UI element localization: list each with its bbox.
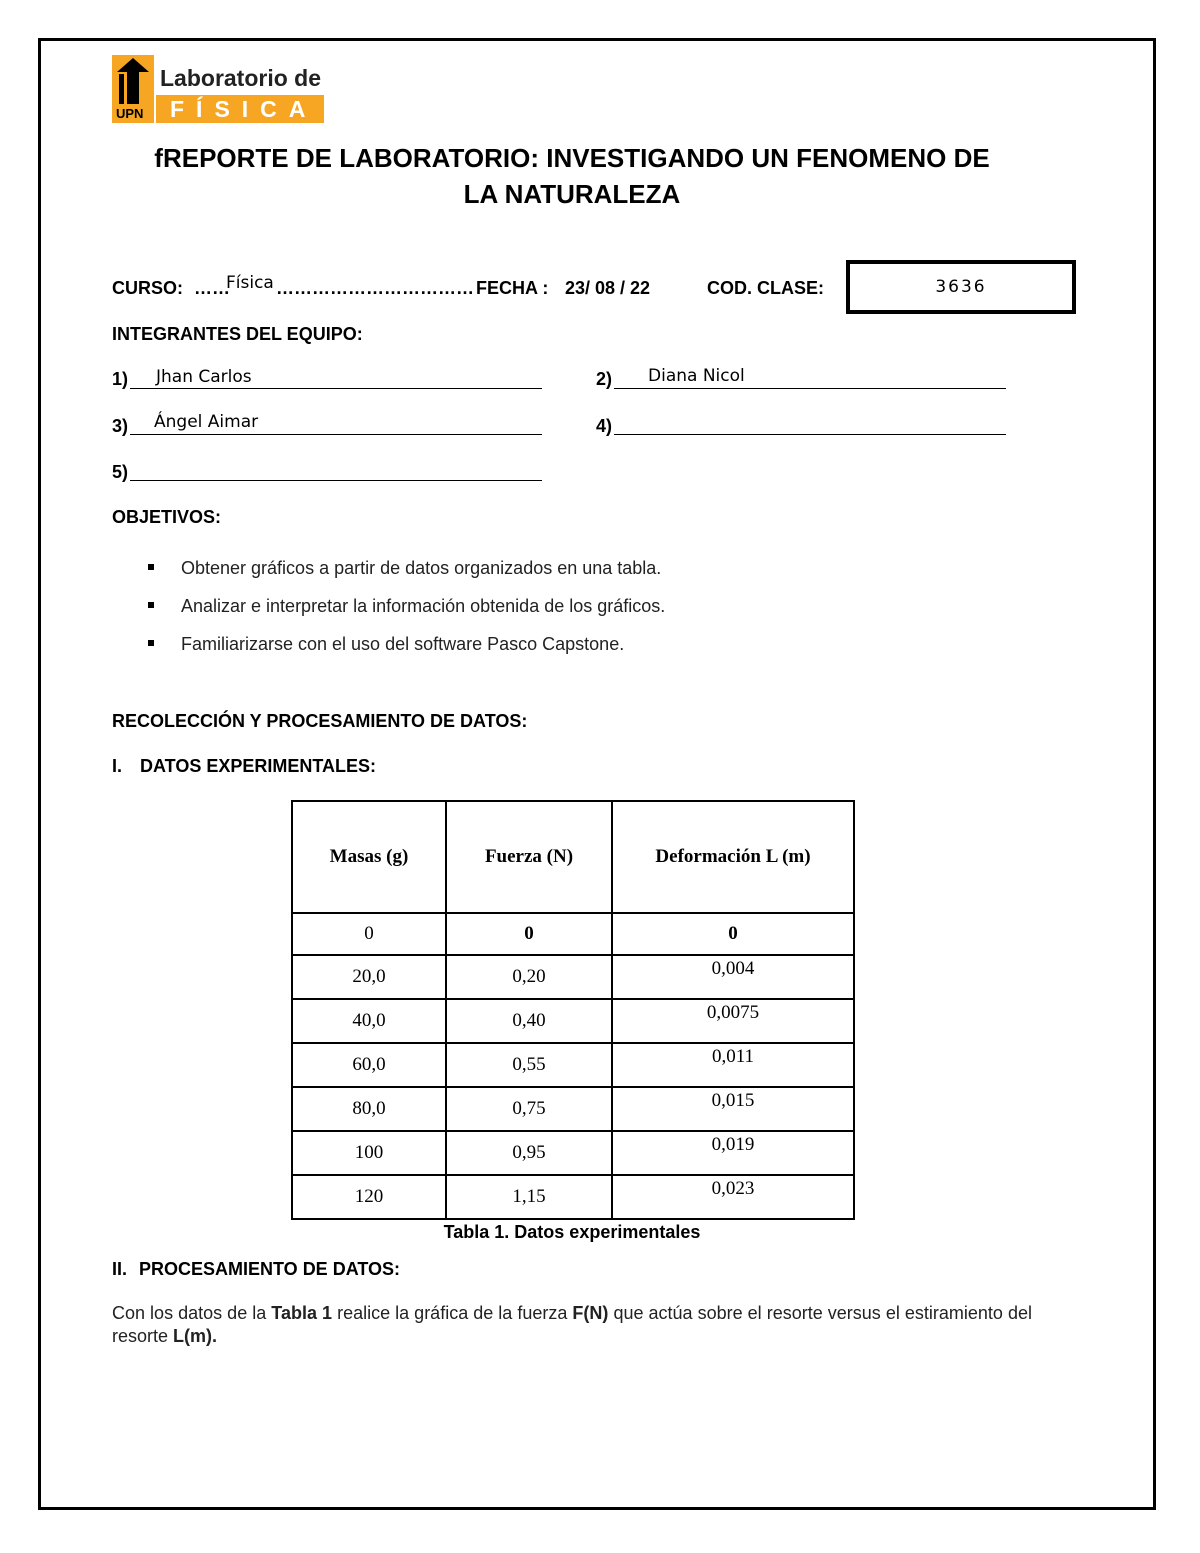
logo-line2: FÍSICA	[170, 96, 318, 122]
cell-deformacion: 0,015	[612, 1087, 854, 1131]
table-header-row	[292, 801, 854, 913]
fecha-value[interactable]: 23/ 08 / 22	[565, 278, 651, 298]
member-3-name[interactable]: Ángel Aimar	[154, 412, 259, 432]
cell-deformacion: 0,023	[612, 1175, 854, 1219]
team-heading: INTEGRANTES DEL EQUIPO:	[112, 324, 363, 344]
table-row	[292, 1043, 854, 1087]
member-2-number: 2)	[596, 369, 613, 389]
para-bold-tabla: Tabla 1	[271, 1303, 333, 1323]
cell-fuerza: 0,75	[446, 1087, 612, 1131]
cell-fuerza: 0,95	[446, 1131, 612, 1175]
upn-lab-logo	[112, 55, 324, 125]
cod-clase-value: 3636	[935, 277, 987, 297]
para-text-1: Con los datos de la	[112, 1303, 272, 1323]
bullet-square-icon	[148, 640, 154, 646]
header-masas: Masas (g)	[292, 801, 446, 913]
cell-fuerza: 0,55	[446, 1043, 612, 1087]
member-5-line	[130, 480, 542, 481]
cell-fuerza: 1,15	[446, 1175, 612, 1219]
cod-clase-label: COD. CLASE:	[707, 278, 824, 298]
logo-line1: Laboratorio de	[160, 65, 322, 91]
curso-dots-b: ……………………………	[276, 278, 474, 298]
cell-fuerza: 0,20	[446, 955, 612, 999]
fecha-label: FECHA :	[476, 278, 549, 298]
table-row	[292, 999, 854, 1043]
member-2-name[interactable]: Diana Nicol	[648, 366, 745, 386]
cell-masa: 80,0	[292, 1087, 446, 1131]
para-bold-fuerza: F(N)	[572, 1303, 609, 1323]
header-fuerza: Fuerza (N)	[446, 801, 612, 913]
bullet-square-icon	[148, 564, 154, 570]
cell-masa: 40,0	[292, 999, 446, 1043]
section-i-number: I.	[112, 756, 123, 776]
objective-text: Familiarizarse con el uso del software Pasco Capstone.	[181, 634, 625, 654]
data-table	[291, 800, 855, 1220]
curso-dots-a: ……	[194, 278, 230, 298]
cell-fuerza: 0,40	[446, 999, 612, 1043]
cell-deformacion: 0,011	[612, 1043, 854, 1087]
objective-text: Obtener gráficos a partir de datos organizados en una tabla.	[181, 558, 662, 578]
table-row	[292, 913, 854, 955]
table-row	[292, 955, 854, 999]
cell-masa: 20,0	[292, 955, 446, 999]
cell-masa: 120	[292, 1175, 446, 1219]
cell-masa: 0	[292, 913, 446, 955]
table-row	[292, 1175, 854, 1219]
curso-label: CURSO:	[112, 278, 183, 298]
header-deformacion: Deformación L (m)	[612, 801, 854, 913]
upn-arrow-icon	[112, 55, 154, 123]
member-5-number: 5)	[112, 462, 129, 482]
table-row	[292, 1087, 854, 1131]
title-line2: LA NATURALEZA	[463, 179, 681, 209]
cell-masa: 60,0	[292, 1043, 446, 1087]
para-text-2: realice la gráfica de la fuerza	[332, 1303, 573, 1323]
report-title	[112, 140, 1032, 212]
cell-deformacion: 0,0075	[612, 999, 854, 1043]
member-2-line	[614, 388, 1006, 389]
procesamiento-heading: PROCESAMIENTO DE DATOS:	[139, 1259, 401, 1279]
objectives-heading: OBJETIVOS:	[112, 507, 222, 527]
logo-badge: UPN	[116, 106, 144, 121]
para-bold-estiramiento: L(m).	[173, 1326, 218, 1346]
table-row	[292, 1131, 854, 1175]
cell-deformacion: 0,019	[612, 1131, 854, 1175]
instruction-paragraph	[112, 1302, 1032, 1348]
title-line1: fREPORTE DE LABORATORIO: INVESTIGANDO UN FENOMENO DE	[154, 143, 990, 173]
member-4-line	[614, 434, 1006, 435]
cod-clase-box[interactable]	[846, 260, 1076, 314]
cell-deformacion: 0,004	[612, 955, 854, 999]
member-3-number: 3)	[112, 416, 129, 436]
cell-masa: 100	[292, 1131, 446, 1175]
para-text-3: que actúa sobre el resorte versus el estiramiento del resorte	[112, 1303, 1032, 1346]
member-1-number: 1)	[112, 369, 129, 389]
bullet-square-icon	[148, 602, 154, 608]
member-1-name[interactable]: Jhan Carlos	[156, 367, 252, 387]
member-4-number: 4)	[596, 416, 613, 436]
member-3-line	[130, 434, 542, 435]
curso-value[interactable]: Física	[226, 273, 274, 293]
cell-deformacion: 0	[612, 913, 854, 955]
recoleccion-heading: RECOLECCIÓN Y PROCESAMIENTO DE DATOS:	[112, 711, 528, 731]
cell-fuerza: 0	[446, 913, 612, 955]
member-1-line	[130, 388, 542, 389]
table-caption: Tabla 1. Datos experimentales	[443, 1222, 701, 1242]
objective-text: Analizar e interpretar la información obtenida de los gráficos.	[181, 596, 666, 616]
datos-experimentales-heading: DATOS EXPERIMENTALES:	[140, 756, 377, 776]
section-ii-number: II.	[112, 1259, 128, 1279]
